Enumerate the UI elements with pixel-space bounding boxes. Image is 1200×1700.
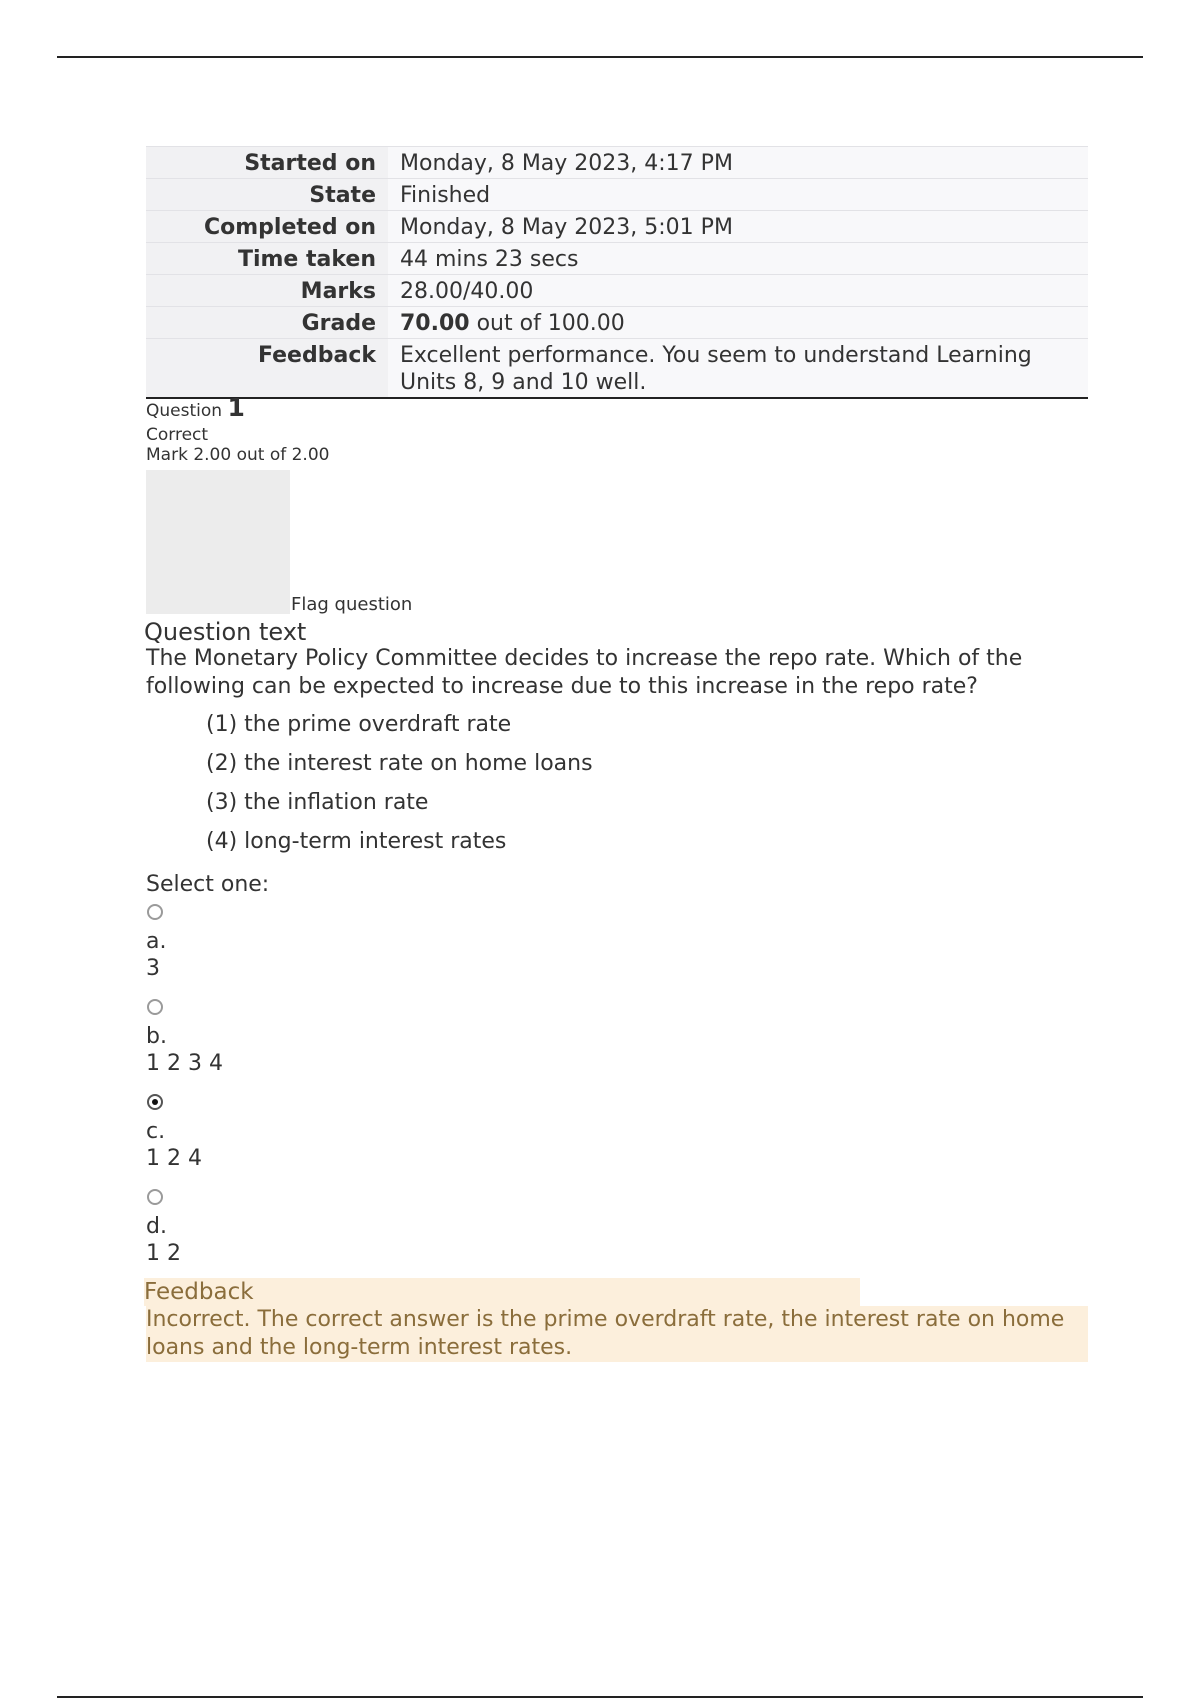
row-label: Marks	[146, 275, 388, 307]
row-label: Grade	[146, 307, 388, 339]
row-label: Started on	[146, 147, 388, 179]
row-value: Monday, 8 May 2023, 5:01 PM	[388, 211, 1088, 243]
flag-icon[interactable]	[146, 470, 290, 614]
bottom-rule	[57, 1696, 1143, 1698]
feedback-text: Incorrect. The correct answer is the prime overdraft rate, the interest rate on home loans and the long-term interest rates.	[146, 1306, 1088, 1362]
radio-button-b[interactable]	[147, 999, 163, 1015]
grade-value: 70.00	[400, 311, 470, 336]
question-number: 1	[227, 393, 245, 422]
statement-item: (1) the prime overdraft rate	[206, 712, 512, 737]
statement-item: (2) the interest rate on home loans	[206, 751, 593, 776]
summary-row-started	[146, 147, 1088, 179]
choice-d[interactable]	[146, 1189, 181, 1267]
question-statements	[206, 710, 593, 866]
top-rule	[57, 56, 1143, 58]
summary-row-feedback	[146, 339, 1088, 399]
question-info	[146, 394, 329, 465]
row-label: Completed on	[146, 211, 388, 243]
summary-row-time-taken	[146, 243, 1088, 275]
choice-letter: a.	[146, 929, 167, 954]
summary-row-state	[146, 179, 1088, 211]
summary-row-completed	[146, 211, 1088, 243]
summary-row-marks	[146, 275, 1088, 307]
grade-cell	[388, 307, 1088, 339]
choice-c[interactable]	[146, 1094, 202, 1172]
row-value: Finished	[388, 179, 1088, 211]
attempt-summary-table	[146, 146, 1088, 399]
row-label: Time taken	[146, 243, 388, 275]
choice-letter: c.	[146, 1119, 166, 1144]
statement-item: (3) the inflation rate	[206, 790, 429, 815]
row-label: Feedback	[146, 339, 388, 399]
choice-b[interactable]	[146, 999, 223, 1077]
radio-button-d[interactable]	[147, 1189, 163, 1205]
row-value: Monday, 8 May 2023, 4:17 PM	[388, 147, 1088, 179]
choice-answer: 1 2 3 4	[146, 1051, 223, 1076]
choice-answer: 1 2	[146, 1241, 181, 1266]
choice-letter: b.	[146, 1024, 167, 1049]
summary-row-grade	[146, 307, 1088, 339]
question-text: The Monetary Policy Committee decides to increase the repo rate. Which of the following can be expected to increase due to this increase in the repo rate?	[146, 646, 1023, 699]
statement-item: (4) long-term interest rates	[206, 829, 507, 854]
row-value: 44 mins 23 secs	[388, 243, 1088, 275]
choice-answer: 1 2 4	[146, 1146, 202, 1171]
select-one-label: Select one:	[146, 872, 270, 897]
row-value: 28.00/40.00	[388, 275, 1088, 307]
flag-question-link[interactable]: Flag question	[291, 594, 413, 615]
grade-suffix: out of 100.00	[469, 311, 625, 336]
radio-button-a[interactable]	[147, 904, 163, 920]
choice-a[interactable]	[146, 904, 166, 982]
question-prefix: Question	[146, 401, 223, 421]
question-mark: Mark 2.00 out of 2.00	[146, 445, 330, 465]
feedback-heading: Feedback	[144, 1278, 860, 1306]
question-status: Correct	[146, 425, 209, 445]
radio-button-c-selected[interactable]	[147, 1094, 163, 1110]
question-number-line	[146, 394, 329, 425]
choice-answer: 3	[146, 956, 160, 981]
question-text-heading: Question text	[144, 618, 307, 646]
overall-feedback: Excellent performance. You seem to understand Learning Units 8, 9 and 10 well.	[388, 339, 1088, 399]
row-label: State	[146, 179, 388, 211]
choice-letter: d.	[146, 1214, 167, 1239]
